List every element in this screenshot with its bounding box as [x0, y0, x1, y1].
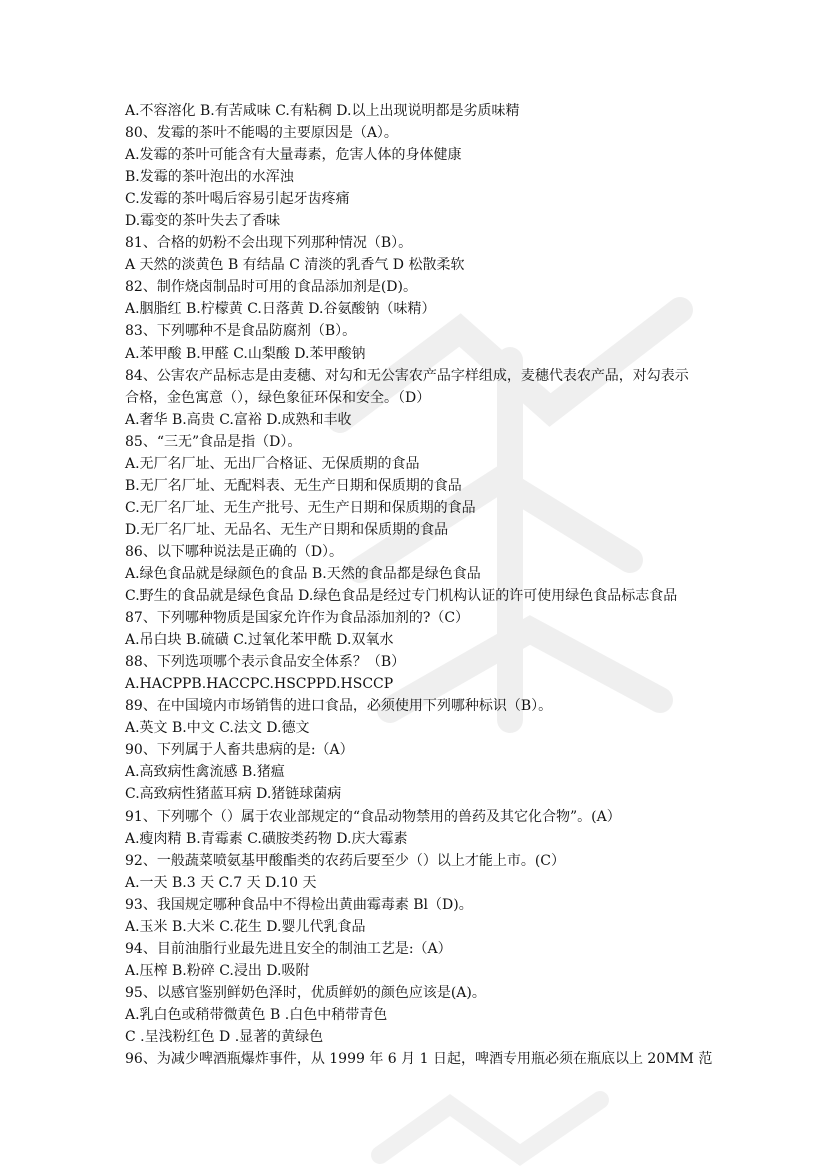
option-line: A.苯甲酸 B.甲醛 C.山梨酸 D.苯甲酸钠 [125, 345, 366, 362]
question-81: 81、合格的奶粉不会出现下列那种情况（B）。 [125, 235, 413, 252]
option-line: A.HACPPB.HACCPC.HSCPPD.HSCCP [125, 676, 394, 693]
option-line: A.发霉的茶叶可能含有大量毒素，危害人体的身体健康 [125, 147, 462, 164]
option-line: C.高致病性猪蓝耳病 D.猪链球菌病 [125, 786, 342, 803]
option-line: A.乳白色或稍带微黄色 B .白色中稍带青色 [125, 1006, 388, 1023]
option-line: A.胭脂红 B.柠檬黄 C.日落黄 D.谷氨酸钠（味精） [125, 301, 436, 318]
option-line: C.发霉的茶叶喝后容易引起牙齿疼痛 [125, 191, 350, 208]
text-line: A.不容溶化 B.有苦咸味 C.有粘稠 D.以上出现说明都是劣质味精 [125, 103, 520, 119]
question-80: 80、发霉的茶叶不能喝的主要原因是（A）。 [125, 125, 398, 142]
option-line: A.高致病性禽流感 B.猪瘟 [125, 764, 285, 781]
option-line: A.奢华 B.高贵 C.富裕 D.成熟和丰收 [125, 411, 352, 428]
document-body [125, 100, 725, 1070]
question-86: 86、以下哪种说法是正确的（D）。 [125, 543, 344, 560]
option-line: A.一天 B.3 天 C.7 天 D.10 天 [125, 874, 317, 891]
question-82: 82、制作烧卤制品时可用的食品添加剂是(D)。 [125, 279, 417, 296]
question-94: 94、目前油脂行业最先进且安全的制油工艺是:（A） [125, 940, 452, 957]
option-line: B.发霉的茶叶泡出的水浑浊 [125, 169, 294, 186]
option-line: C.无厂名厂址、无生产批号、无生产日期和保质期的食品 [125, 499, 476, 516]
question-95: 95、以感官鉴别鲜奶色泽时，优质鲜奶的颜色应该是(A)。 [125, 984, 486, 1001]
question-84: 84、公害农产品标志是由麦穗、对勾和无公害农产品字样组成，麦穗代表农产品，对勾表示 [125, 367, 689, 384]
question-88: 88、下列选项哪个表示食品安全体系？（B） [125, 654, 406, 671]
option-line: A.压榨 B.粉碎 C.浸出 D.吸附 [125, 962, 310, 979]
option-line: C.野生的食品就是绿色食品 D.绿色食品是经过专门机构认证的许可使用绿色食品标志食品 [125, 588, 678, 605]
option-line: A.绿色食品就是绿颜色的食品 B.天然的食品都是绿色食品 [125, 565, 481, 582]
question-85: 85、“三无”食品是指（D）。 [125, 433, 302, 450]
question-87: 87、下列哪种物质是国家允许作为食品添加剂的?（C） [125, 610, 470, 627]
option-line: A.英文 B.中文 C.法文 D.德文 [125, 720, 310, 737]
question-90: 90、下列属于人畜共患病的是:（A） [125, 742, 354, 759]
question-89: 89、在中国境内市场销售的进口食品，必须使用下列哪种标识（B）。 [125, 698, 553, 715]
option-line: A.吊白块 B.硫磺 C.过氧化苯甲酰 D.双氧水 [125, 632, 394, 649]
option-line: C .呈浅粉红色 D .显著的黄绿色 [125, 1028, 324, 1045]
option-line: A.无厂名厂址、无出厂合格证、无保质期的食品 [125, 455, 420, 472]
option-line: D.霉变的茶叶失去了香味 [125, 213, 281, 230]
question-93: 93、我国规定哪种食品中不得检出黄曲霉毒素 Bl（D)。 [125, 896, 473, 913]
question-96: 96、为减少啤酒瓶爆炸事件，从 1999 年 6 月 1 日起，啤酒专用瓶必须在瓶底以上 20MM 范 [125, 1051, 713, 1068]
option-line: D.无厂名厂址、无品名、无生产日期和保质期的食品 [125, 521, 449, 538]
option-line: B.无厂名厂址、无配料表、无生产日期和保质期的食品 [125, 477, 462, 494]
watermark-logo-bottom [360, 1085, 620, 1175]
question-91: 91、下列哪个（）属于农业部规定的“食品动物禁用的兽药及其它化合物”。(A） [125, 808, 621, 825]
question-83: 83、下列哪种不是食品防腐剂（B）。 [125, 323, 357, 340]
question-92: 92、一般蔬菜喷氨基甲酸酯类的农药后要至少（）以上才能上市。(C） [125, 852, 565, 869]
option-line: A.玉米 B.大米 C.花生 D.婴儿代乳食品 [125, 918, 366, 935]
option-line: A.瘦肉精 B.青霉素 C.磺胺类药物 D.庆大霉素 [125, 830, 408, 847]
question-84-continued: 合格，金色寓意（），绿色象征环保和安全。（D） [125, 389, 431, 406]
option-line: A 天然的淡黄色 B 有结晶 C 清淡的乳香气 D 松散柔软 [125, 257, 465, 274]
